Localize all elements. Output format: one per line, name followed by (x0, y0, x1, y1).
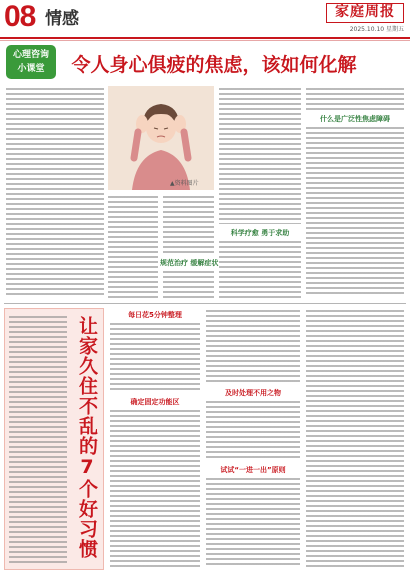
feature-body-col-2c (206, 478, 300, 568)
article-body-col-5b (306, 127, 404, 297)
photo-caption: ▲资料图片 (170, 180, 199, 187)
section-title: 情感 (45, 9, 79, 29)
issue-date: 2025.10.10 星期五 (349, 26, 404, 33)
article-body-col-4a (219, 88, 301, 224)
feature-subhead-one-in-one-out: 试试“一进一出”原则 (220, 466, 286, 474)
article-photo (108, 86, 214, 190)
feature-body-col-1a (110, 323, 200, 393)
figure-arm-left (134, 132, 138, 158)
woman-illustration (108, 86, 214, 190)
article-body-col-2 (108, 196, 158, 298)
feature-subhead-daily-tidy: 每日花5分钟整理 (128, 311, 182, 319)
main-headline: 令人身心俱疲的焦虑，该如何化解 (71, 54, 357, 76)
article-body-col-5a (306, 88, 404, 110)
feature-intro-text (9, 316, 67, 564)
header-rule (0, 37, 410, 39)
subhead-what-is-gad: 什么是广泛性焦虑障碍 (320, 115, 390, 123)
figure-head (146, 113, 176, 143)
article-body-col-3a (163, 196, 214, 254)
article-body-col-1 (6, 88, 104, 298)
header-rule-thin (0, 40, 410, 41)
article-body-col-3b (163, 271, 214, 298)
subhead-seek-help: 科学疗愈 勇于求助 (230, 229, 290, 237)
feature-headline: 让家久住不乱的7个好习惯 (76, 316, 98, 559)
feature-subhead-fixed-zones: 确定固定功能区 (130, 398, 180, 406)
feature-body-col-2b (206, 401, 300, 461)
subhead-treatment: 规范治疗 缓解症状 (160, 259, 219, 267)
column-tag-line-1: 心理咨询 (12, 50, 49, 60)
column-tag-line-2: 小课堂 (17, 64, 45, 74)
section-separator (4, 303, 406, 304)
feature-body-col-3 (306, 310, 404, 568)
feature-body-col-1b (110, 410, 200, 568)
feature-subhead-discard: 及时处理不用之物 (225, 389, 281, 397)
column-tag (6, 45, 56, 79)
page-number: 08 (4, 0, 36, 33)
article-body-col-4b (219, 241, 301, 298)
masthead: 家庭周报 (326, 3, 404, 23)
figure-arm-right (184, 132, 188, 158)
feature-body-col-2a (206, 310, 300, 384)
